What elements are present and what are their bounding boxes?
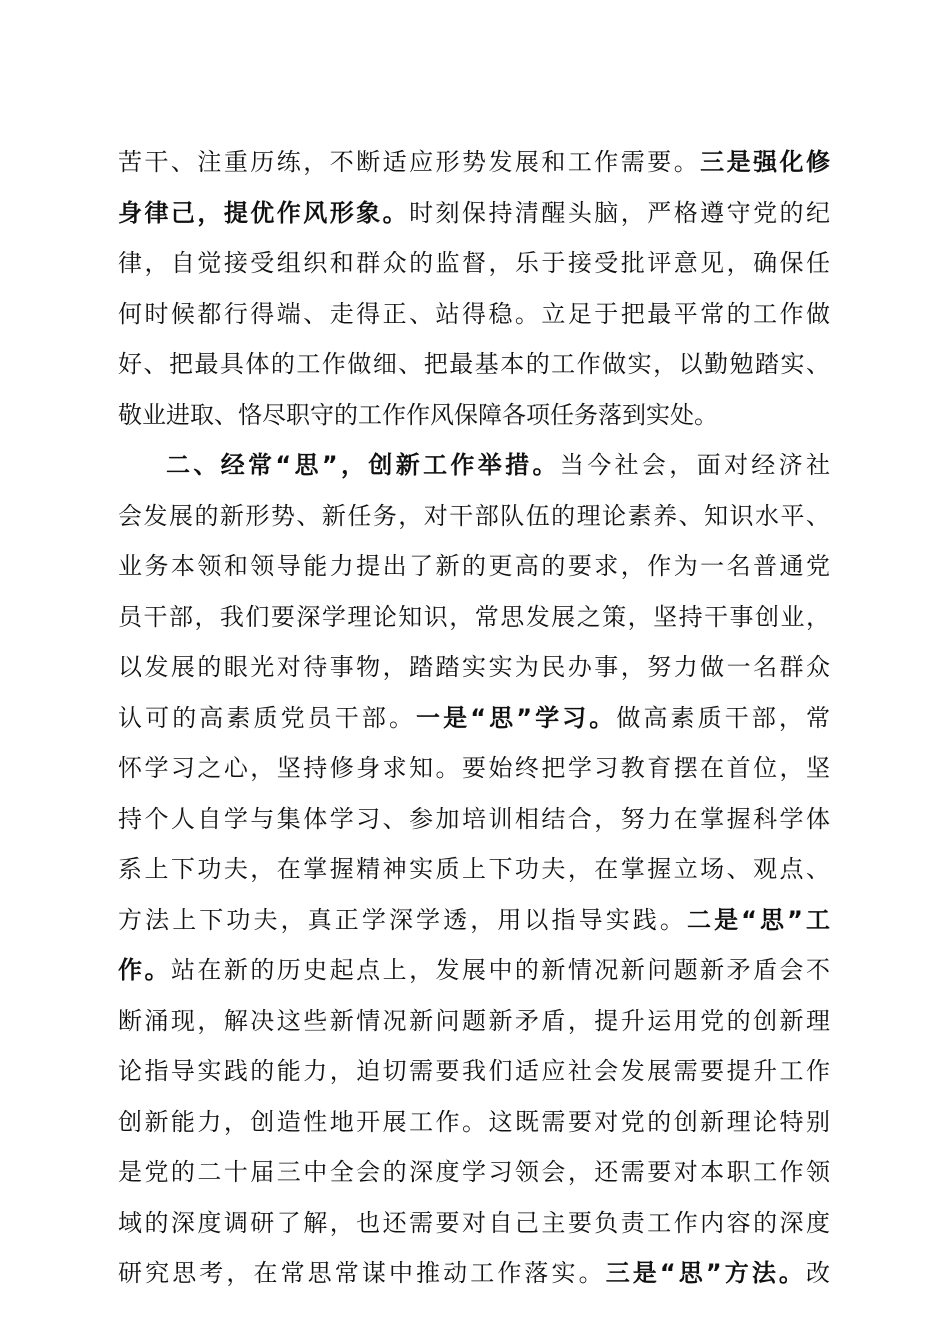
body-text: 以发展的眼光对待事物，踏踏实实为民办事，努力做一名群众: [118, 653, 830, 681]
text-line: [118, 289, 830, 340]
body-text: 方法上下功夫，真正学深学透，用以指导实践。: [118, 905, 687, 934]
text-line: [118, 794, 830, 845]
text-line: [118, 238, 830, 289]
text-line: [118, 945, 830, 996]
text-line: [118, 1097, 830, 1148]
body-text: 当今社会，面对经济社: [559, 451, 831, 479]
body-text: 时刻保持清醒头脑，严格遵守党的纪: [409, 198, 831, 227]
body-text: 是党的二十届三中全会的深度学习领会，还需要对本职工作领: [118, 1158, 830, 1186]
body-text: 苦干、注重历练，不断适应形势发展和工作需要。: [118, 148, 701, 176]
bold-heading-text: 身律己，提优作风形象。: [118, 198, 410, 227]
text-line: [118, 1198, 830, 1249]
text-line: [118, 440, 830, 491]
text-line: [118, 188, 830, 239]
body-text: 何时候都行得端、走得正、站得稳。立足于把最平常的工作做: [118, 299, 830, 328]
text-line: [118, 996, 830, 1047]
body-text: 持个人自学与集体学习、参加培训相结合，努力在掌握科学体: [118, 804, 830, 833]
document-body: [118, 137, 830, 1299]
text-line: [118, 844, 830, 895]
body-text: 怀学习之心，坚持修身求知。要始终把学习教育摆在首位，坚: [118, 754, 830, 782]
text-line: [118, 1046, 830, 1097]
bold-heading-text: 一是“思”学习。: [416, 703, 617, 732]
body-text: 站在新的历史起点上，发展中的新情况新问题新矛盾会不: [170, 956, 831, 984]
text-line: [118, 642, 830, 693]
bold-heading-text: 二、经常“思”，创新工作举措。: [166, 451, 560, 479]
text-line: [118, 693, 830, 744]
body-text: 改: [806, 1259, 831, 1287]
text-line: [118, 1248, 830, 1299]
text-line: [118, 137, 830, 188]
body-text: 会发展的新形势、新任务，对干部队伍的理论素养、知识水平、: [118, 501, 830, 530]
body-text: 系上下功夫，在掌握精神实质上下功夫，在掌握立场、观点、: [118, 855, 830, 883]
body-text: 研究思考，在常思常谋中推动工作落实。: [118, 1259, 606, 1287]
bold-heading-text: 三是强化修: [700, 148, 831, 176]
body-text: 律，自觉接受组织和群众的监督，乐于接受批评意见，确保任: [118, 249, 830, 277]
body-text: 认可的高素质党员干部。: [118, 703, 417, 732]
text-line: [118, 339, 830, 390]
text-line: [118, 895, 830, 946]
body-text: 域的深度调研了解，也还需要对自己主要负责工作内容的深度: [118, 1208, 830, 1237]
text-line: [118, 541, 830, 592]
body-text: 断涌现，解决这些新情况新问题新矛盾，提升运用党的创新理: [118, 1006, 830, 1035]
body-text: 做高素质干部，常: [616, 703, 831, 732]
body-text: 员干部，我们要深学理论知识，常思发展之策，坚持干事创业，: [118, 602, 830, 631]
text-line: [118, 743, 830, 794]
text-line: [118, 592, 830, 643]
body-text: 好、把最具体的工作做细、把最基本的工作做实，以勤勉踏实、: [118, 350, 830, 378]
text-line: [118, 1147, 830, 1198]
body-text: 论指导实践的能力，迫切需要我们适应社会发展需要提升工作: [118, 1057, 830, 1085]
body-text: 创新能力，创造性地开展工作。这既需要对党的创新理论特别: [118, 1107, 830, 1136]
body-text: 业务本领和领导能力提出了新的更高的要求，作为一名普通党: [118, 552, 830, 580]
bold-heading-text: 作。: [118, 956, 171, 984]
text-line: [118, 390, 830, 441]
bold-heading-text: 二是“思”工: [686, 905, 831, 934]
text-line: [118, 491, 830, 542]
body-text: 敬业进取、恪尽职守的工作作风保障各项任务落到实处。: [118, 400, 718, 429]
bold-heading-text: 三是“思”方法。: [605, 1259, 807, 1287]
